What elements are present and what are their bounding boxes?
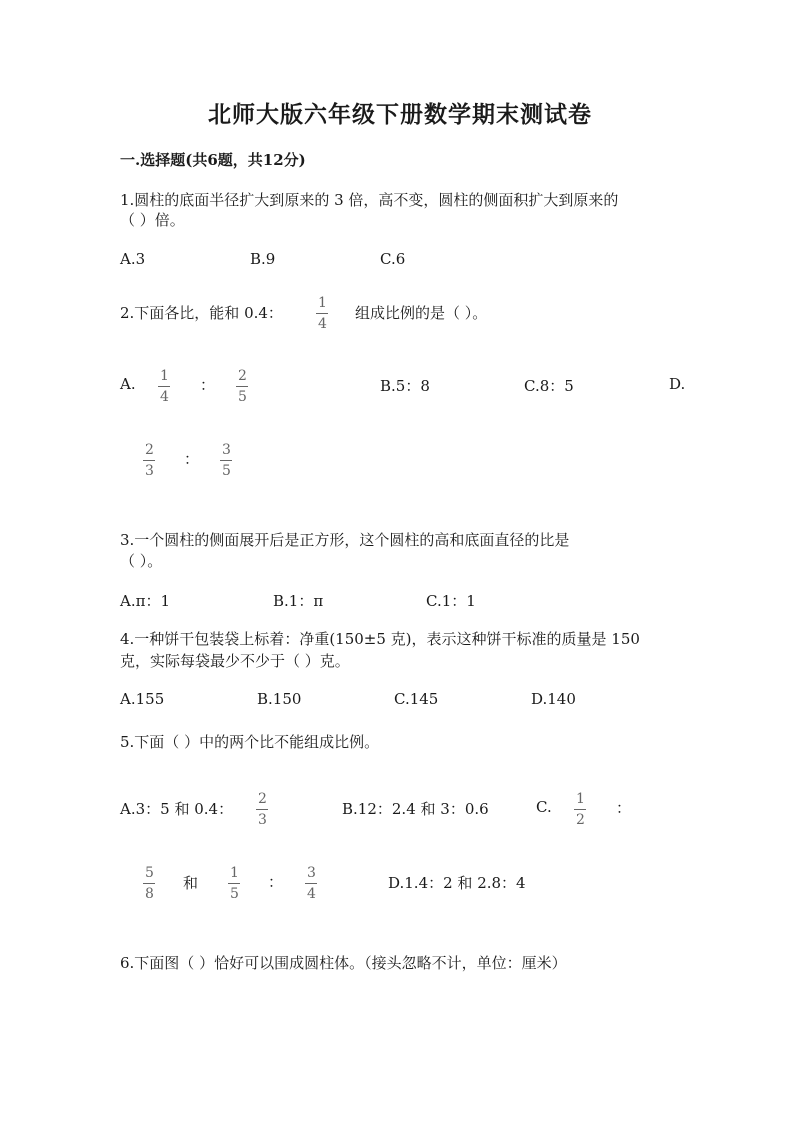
fraction-bar <box>316 313 328 314</box>
fraction-numerator: 1 <box>230 865 239 881</box>
ratio-colon: ： <box>268 873 284 891</box>
fraction-bar <box>220 460 232 461</box>
question-2-option-a-fraction-1 <box>158 369 171 404</box>
fraction-numerator: 1 <box>160 368 169 384</box>
fraction-numerator: 1 <box>318 295 327 311</box>
fraction-numerator: 2 <box>238 368 247 384</box>
fraction-numerator: 2 <box>145 442 154 458</box>
question-5-option-a-fraction <box>256 792 269 827</box>
fraction-bar <box>158 386 170 387</box>
question-5-option-c-fraction-1 <box>574 792 587 827</box>
question-4-line-2: 克，实际每袋最少不少于（ ）克。 <box>120 652 350 670</box>
question-5-option-c-label: C. <box>536 798 552 816</box>
question-2-option-a-label: A. <box>120 375 136 393</box>
question-5-option-c-fraction-4 <box>305 866 318 901</box>
question-5-option-d: D.1.4：2 和 2.8：4 <box>388 874 526 892</box>
question-1-option-c: C.6 <box>380 250 406 268</box>
fraction-denominator: 4 <box>160 389 169 405</box>
question-2-fraction <box>316 296 329 331</box>
fraction-numerator: 2 <box>258 791 267 807</box>
question-4-option-d: D.140 <box>531 690 576 708</box>
question-2-prefix: 2.下面各比，能和 0.4： <box>120 304 283 322</box>
ratio-colon: ： <box>184 450 200 468</box>
question-4-option-b: B.150 <box>257 690 302 708</box>
question-4-line-1: 4.一种饼干包装袋上标着：净重(150±5 克)，表示这种饼干标准的质量是 150 <box>120 630 640 648</box>
fraction-bar <box>228 883 240 884</box>
fraction-bar <box>236 386 248 387</box>
question-3-option-a: A.π：1 <box>120 592 171 610</box>
question-1-line-1: 1.圆柱的底面半径扩大到原来的 3 倍，高不变，圆柱的侧面积扩大到原来的 <box>120 191 619 209</box>
question-1-line-2: （ ）倍。 <box>120 211 185 229</box>
fraction-denominator: 3 <box>258 812 267 828</box>
question-1-option-b: B.9 <box>250 250 276 268</box>
question-2-option-d-fraction-1 <box>143 443 156 478</box>
fraction-numerator: 1 <box>576 791 585 807</box>
conjunction-and: 和 <box>183 874 199 892</box>
question-5-option-a-text: A.3：5 和 0.4： <box>120 800 234 818</box>
fraction-denominator: 3 <box>145 463 154 479</box>
question-2-option-c: C.8：5 <box>524 377 574 395</box>
page-title: 北师大版六年级下册数学期末测试卷 <box>208 101 592 128</box>
fraction-numerator: 5 <box>145 865 154 881</box>
fraction-denominator: 5 <box>238 389 247 405</box>
question-2-option-d-label: D. <box>669 375 686 393</box>
question-4-option-c: C.145 <box>394 690 439 708</box>
fraction-bar <box>256 809 268 810</box>
fraction-numerator: 3 <box>222 442 231 458</box>
question-3-option-b: B.1：π <box>273 592 324 610</box>
fraction-bar <box>305 883 317 884</box>
question-4-option-a: A.155 <box>120 690 165 708</box>
question-1-option-a: A.3 <box>120 250 146 268</box>
question-6-stem: 6.下面图（ ）恰好可以围成圆柱体。（接头忽略不计，单位：厘米） <box>120 954 567 972</box>
question-2-suffix: 组成比例的是（ ）。 <box>355 304 488 322</box>
question-2-option-d-fraction-2 <box>220 443 233 478</box>
fraction-denominator: 5 <box>222 463 231 479</box>
fraction-denominator: 4 <box>318 316 327 332</box>
question-2-option-a-fraction-2 <box>236 369 249 404</box>
fraction-denominator: 8 <box>145 886 154 902</box>
fraction-bar <box>143 460 155 461</box>
fraction-bar <box>574 809 586 810</box>
question-5-option-b: B.12：2.4 和 3：0.6 <box>342 800 489 818</box>
fraction-bar <box>143 883 155 884</box>
fraction-denominator: 5 <box>230 886 239 902</box>
question-5-option-c-fraction-2 <box>143 866 156 901</box>
question-3-line-2: （ ）。 <box>120 552 163 570</box>
question-5-stem: 5.下面（ ）中的两个比不能组成比例。 <box>120 733 380 751</box>
ratio-colon: ： <box>200 376 216 394</box>
question-3-line-1: 3.一个圆柱的侧面展开后是正方形，这个圆柱的高和底面直径的比是 <box>120 531 570 549</box>
ratio-colon: ： <box>616 799 632 817</box>
fraction-denominator: 2 <box>576 812 585 828</box>
section-heading: 一.选择题(共6题，共12分) <box>120 151 306 169</box>
question-2-option-b: B.5：8 <box>380 377 430 395</box>
question-5-option-c-fraction-3 <box>228 866 241 901</box>
fraction-numerator: 3 <box>307 865 316 881</box>
question-3-option-c: C.1：1 <box>426 592 476 610</box>
fraction-denominator: 4 <box>307 886 316 902</box>
